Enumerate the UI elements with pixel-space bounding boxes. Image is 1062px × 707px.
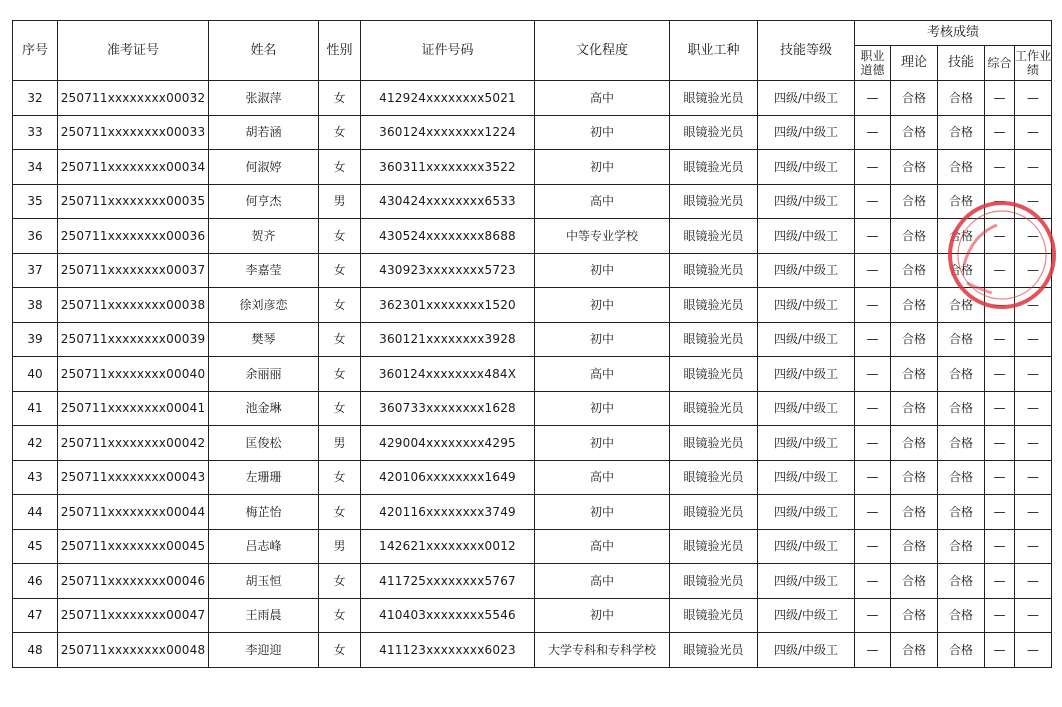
row-gender: 女 [319,288,361,323]
row-gender: 女 [319,564,361,599]
row-theory: 合格 [891,391,938,426]
row-occupation: 眼镜验光员 [670,253,758,288]
row-gender: 女 [319,219,361,254]
row-occupation: 眼镜验光员 [670,633,758,668]
table-row [13,633,1052,668]
table-row [13,253,1052,288]
row-exam-id: 250711xxxxxxxx00034 [58,150,209,185]
row-skill: 合格 [938,633,985,668]
row-skill: 合格 [938,529,985,564]
row-skill-level: 四级/中级工 [758,633,855,668]
row-gender: 男 [319,426,361,461]
row-gender: 女 [319,81,361,116]
row-name: 梅芷怡 [209,495,319,530]
row-exam-id: 250711xxxxxxxx00032 [58,81,209,116]
row-name: 贺齐 [209,219,319,254]
row-education: 初中 [535,391,670,426]
row-name: 池金琳 [209,391,319,426]
row-theory: 合格 [891,115,938,150]
row-performance: — [1015,460,1052,495]
row-theory: 合格 [891,150,938,185]
row-exam-id: 250711xxxxxxxx00038 [58,288,209,323]
row-ethics: — [855,150,891,185]
row-skill-level: 四级/中级工 [758,288,855,323]
row-name: 何淑婷 [209,150,319,185]
row-name: 胡玉恒 [209,564,319,599]
row-skill-level: 四级/中级工 [758,598,855,633]
row-id-number: 420106xxxxxxxx1649 [361,460,535,495]
row-theory: 合格 [891,357,938,392]
row-id-number: 412924xxxxxxxx5021 [361,81,535,116]
row-skill: 合格 [938,495,985,530]
row-skill-level: 四级/中级工 [758,564,855,599]
row-occupation: 眼镜验光员 [670,529,758,564]
row-skill-level: 四级/中级工 [758,253,855,288]
row-theory: 合格 [891,184,938,219]
row-education: 初中 [535,495,670,530]
header-ethics: 职业道德 [855,46,891,81]
row-education: 初中 [535,598,670,633]
row-overall: — [985,150,1015,185]
row-skill: 合格 [938,288,985,323]
row-performance: — [1015,288,1052,323]
row-theory: 合格 [891,288,938,323]
row-gender: 女 [319,391,361,426]
header-name: 姓名 [209,21,319,81]
row-id-number: 360124xxxxxxxx484X [361,357,535,392]
table-row [13,426,1052,461]
row-overall: — [985,357,1015,392]
row-skill: 合格 [938,115,985,150]
row-ethics: — [855,633,891,668]
header-results: 考核成绩 [855,21,1052,46]
row-id-number: 142621xxxxxxxx0012 [361,529,535,564]
row-occupation: 眼镜验光员 [670,495,758,530]
row-theory: 合格 [891,253,938,288]
row-ethics: — [855,564,891,599]
row-gender: 男 [319,184,361,219]
row-exam-id: 250711xxxxxxxx00047 [58,598,209,633]
row-education: 高中 [535,184,670,219]
row-education: 中等专业学校 [535,219,670,254]
row-skill: 合格 [938,219,985,254]
row-ethics: — [855,391,891,426]
row-exam-id: 250711xxxxxxxx00044 [58,495,209,530]
row-performance: — [1015,495,1052,530]
row-gender: 男 [319,529,361,564]
row-skill-level: 四级/中级工 [758,529,855,564]
row-performance: — [1015,219,1052,254]
row-overall: — [985,288,1015,323]
row-seq: 33 [13,115,58,150]
row-theory: 合格 [891,219,938,254]
row-overall: — [985,460,1015,495]
row-performance: — [1015,598,1052,633]
row-occupation: 眼镜验光员 [670,564,758,599]
row-performance: — [1015,529,1052,564]
row-gender: 女 [319,115,361,150]
row-name: 吕志峰 [209,529,319,564]
row-id-number: 360121xxxxxxxx3928 [361,322,535,357]
row-overall: — [985,115,1015,150]
row-name: 李嘉莹 [209,253,319,288]
row-name: 匡俊松 [209,426,319,461]
row-seq: 36 [13,219,58,254]
row-skill-level: 四级/中级工 [758,460,855,495]
row-theory: 合格 [891,81,938,116]
row-performance: — [1015,81,1052,116]
row-skill: 合格 [938,460,985,495]
row-seq: 34 [13,150,58,185]
row-skill-level: 四级/中级工 [758,81,855,116]
row-id-number: 360733xxxxxxxx1628 [361,391,535,426]
row-skill-level: 四级/中级工 [758,357,855,392]
row-seq: 45 [13,529,58,564]
row-skill: 合格 [938,391,985,426]
row-seq: 40 [13,357,58,392]
row-education: 高中 [535,460,670,495]
row-seq: 41 [13,391,58,426]
row-gender: 女 [319,150,361,185]
row-occupation: 眼镜验光员 [670,115,758,150]
row-ethics: — [855,322,891,357]
row-name: 王雨晨 [209,598,319,633]
row-gender: 女 [319,633,361,668]
row-theory: 合格 [891,426,938,461]
row-overall: — [985,253,1015,288]
row-id-number: 429004xxxxxxxx4295 [361,426,535,461]
row-overall: — [985,426,1015,461]
row-skill-level: 四级/中级工 [758,495,855,530]
row-education: 高中 [535,564,670,599]
row-seq: 42 [13,426,58,461]
row-exam-id: 250711xxxxxxxx00041 [58,391,209,426]
row-seq: 46 [13,564,58,599]
row-name: 胡若涵 [209,115,319,150]
row-gender: 女 [319,598,361,633]
row-education: 初中 [535,253,670,288]
row-overall: — [985,81,1015,116]
table-row [13,460,1052,495]
row-ethics: — [855,460,891,495]
row-education: 高中 [535,81,670,116]
row-skill-level: 四级/中级工 [758,322,855,357]
row-id-number: 430923xxxxxxxx5723 [361,253,535,288]
header-occupation: 职业工种 [670,21,758,81]
row-skill-level: 四级/中级工 [758,184,855,219]
row-overall: — [985,529,1015,564]
row-overall: — [985,322,1015,357]
row-occupation: 眼镜验光员 [670,184,758,219]
row-occupation: 眼镜验光员 [670,288,758,323]
row-ethics: — [855,495,891,530]
row-skill-level: 四级/中级工 [758,115,855,150]
row-skill-level: 四级/中级工 [758,426,855,461]
row-overall: — [985,633,1015,668]
table-row [13,184,1052,219]
row-overall: — [985,391,1015,426]
row-ethics: — [855,598,891,633]
header-theory: 理论 [891,46,938,81]
row-skill-level: 四级/中级工 [758,150,855,185]
exam-results-table [12,20,1052,668]
row-ethics: — [855,253,891,288]
table-row [13,391,1052,426]
row-seq: 32 [13,81,58,116]
row-exam-id: 250711xxxxxxxx00033 [58,115,209,150]
row-exam-id: 250711xxxxxxxx00045 [58,529,209,564]
row-seq: 48 [13,633,58,668]
row-theory: 合格 [891,564,938,599]
row-skill: 合格 [938,564,985,599]
row-occupation: 眼镜验光员 [670,391,758,426]
row-id-number: 362301xxxxxxxx1520 [361,288,535,323]
row-exam-id: 250711xxxxxxxx00048 [58,633,209,668]
table-row [13,81,1052,116]
row-name: 余丽丽 [209,357,319,392]
row-performance: — [1015,115,1052,150]
row-id-number: 410403xxxxxxxx5546 [361,598,535,633]
row-ethics: — [855,529,891,564]
row-skill: 合格 [938,322,985,357]
row-overall: — [985,495,1015,530]
row-exam-id: 250711xxxxxxxx00040 [58,357,209,392]
row-performance: — [1015,150,1052,185]
row-exam-id: 250711xxxxxxxx00037 [58,253,209,288]
row-performance: — [1015,322,1052,357]
row-skill: 合格 [938,426,985,461]
row-ethics: — [855,426,891,461]
row-gender: 女 [319,357,361,392]
row-education: 初中 [535,288,670,323]
row-occupation: 眼镜验光员 [670,219,758,254]
row-education: 大学专科和专科学校 [535,633,670,668]
row-education: 初中 [535,426,670,461]
row-skill-level: 四级/中级工 [758,391,855,426]
row-ethics: — [855,288,891,323]
row-id-number: 360124xxxxxxxx1224 [361,115,535,150]
table-row [13,529,1052,564]
row-seq: 38 [13,288,58,323]
row-theory: 合格 [891,633,938,668]
header-skill-level: 技能等级 [758,21,855,81]
row-ethics: — [855,357,891,392]
row-occupation: 眼镜验光员 [670,81,758,116]
row-performance: — [1015,633,1052,668]
row-skill-level: 四级/中级工 [758,219,855,254]
header-seq: 序号 [13,21,58,81]
table-row [13,598,1052,633]
row-performance: — [1015,564,1052,599]
row-education: 高中 [535,529,670,564]
row-performance: — [1015,184,1052,219]
row-skill: 合格 [938,150,985,185]
row-skill: 合格 [938,357,985,392]
row-seq: 47 [13,598,58,633]
row-performance: — [1015,357,1052,392]
row-id-number: 430424xxxxxxxx6533 [361,184,535,219]
row-skill: 合格 [938,598,985,633]
row-overall: — [985,219,1015,254]
row-exam-id: 250711xxxxxxxx00043 [58,460,209,495]
header-skill: 技能 [938,46,985,81]
row-ethics: — [855,115,891,150]
row-name: 左珊珊 [209,460,319,495]
row-gender: 女 [319,322,361,357]
header-id-number: 证件号码 [361,21,535,81]
row-education: 初中 [535,150,670,185]
row-gender: 女 [319,460,361,495]
row-performance: — [1015,253,1052,288]
row-gender: 女 [319,495,361,530]
row-id-number: 411725xxxxxxxx5767 [361,564,535,599]
row-overall: — [985,184,1015,219]
header-overall: 综合 [985,46,1015,81]
row-id-number: 430524xxxxxxxx8688 [361,219,535,254]
table-row [13,495,1052,530]
table-row [13,564,1052,599]
header-education: 文化程度 [535,21,670,81]
row-seq: 39 [13,322,58,357]
row-theory: 合格 [891,529,938,564]
row-exam-id: 250711xxxxxxxx00036 [58,219,209,254]
row-occupation: 眼镜验光员 [670,357,758,392]
header-performance: 工作业绩 [1015,46,1052,81]
row-education: 高中 [535,357,670,392]
table-row [13,150,1052,185]
row-theory: 合格 [891,460,938,495]
row-occupation: 眼镜验光员 [670,322,758,357]
row-theory: 合格 [891,322,938,357]
row-ethics: — [855,219,891,254]
row-seq: 35 [13,184,58,219]
table-row [13,219,1052,254]
row-overall: — [985,564,1015,599]
table-row [13,115,1052,150]
row-name: 樊琴 [209,322,319,357]
row-performance: — [1015,391,1052,426]
row-skill: 合格 [938,184,985,219]
row-id-number: 411123xxxxxxxx6023 [361,633,535,668]
table-row [13,288,1052,323]
row-exam-id: 250711xxxxxxxx00046 [58,564,209,599]
row-education: 初中 [535,322,670,357]
row-education: 初中 [535,115,670,150]
header-exam-id: 准考证号 [58,21,209,81]
row-theory: 合格 [891,495,938,530]
row-name: 张淑萍 [209,81,319,116]
row-skill: 合格 [938,253,985,288]
row-exam-id: 250711xxxxxxxx00042 [58,426,209,461]
row-ethics: — [855,184,891,219]
row-id-number: 420116xxxxxxxx3749 [361,495,535,530]
row-ethics: — [855,81,891,116]
row-occupation: 眼镜验光员 [670,460,758,495]
row-gender: 女 [319,253,361,288]
header-gender: 性别 [319,21,361,81]
row-exam-id: 250711xxxxxxxx00039 [58,322,209,357]
row-exam-id: 250711xxxxxxxx00035 [58,184,209,219]
row-name: 何亨杰 [209,184,319,219]
row-performance: — [1015,426,1052,461]
row-id-number: 360311xxxxxxxx3522 [361,150,535,185]
row-seq: 44 [13,495,58,530]
row-occupation: 眼镜验光员 [670,150,758,185]
table-row [13,357,1052,392]
row-occupation: 眼镜验光员 [670,598,758,633]
table-row [13,322,1052,357]
row-seq: 37 [13,253,58,288]
row-theory: 合格 [891,598,938,633]
row-seq: 43 [13,460,58,495]
row-name: 李迎迎 [209,633,319,668]
row-overall: — [985,598,1015,633]
row-skill: 合格 [938,81,985,116]
row-occupation: 眼镜验光员 [670,426,758,461]
row-name: 徐刘彦恋 [209,288,319,323]
